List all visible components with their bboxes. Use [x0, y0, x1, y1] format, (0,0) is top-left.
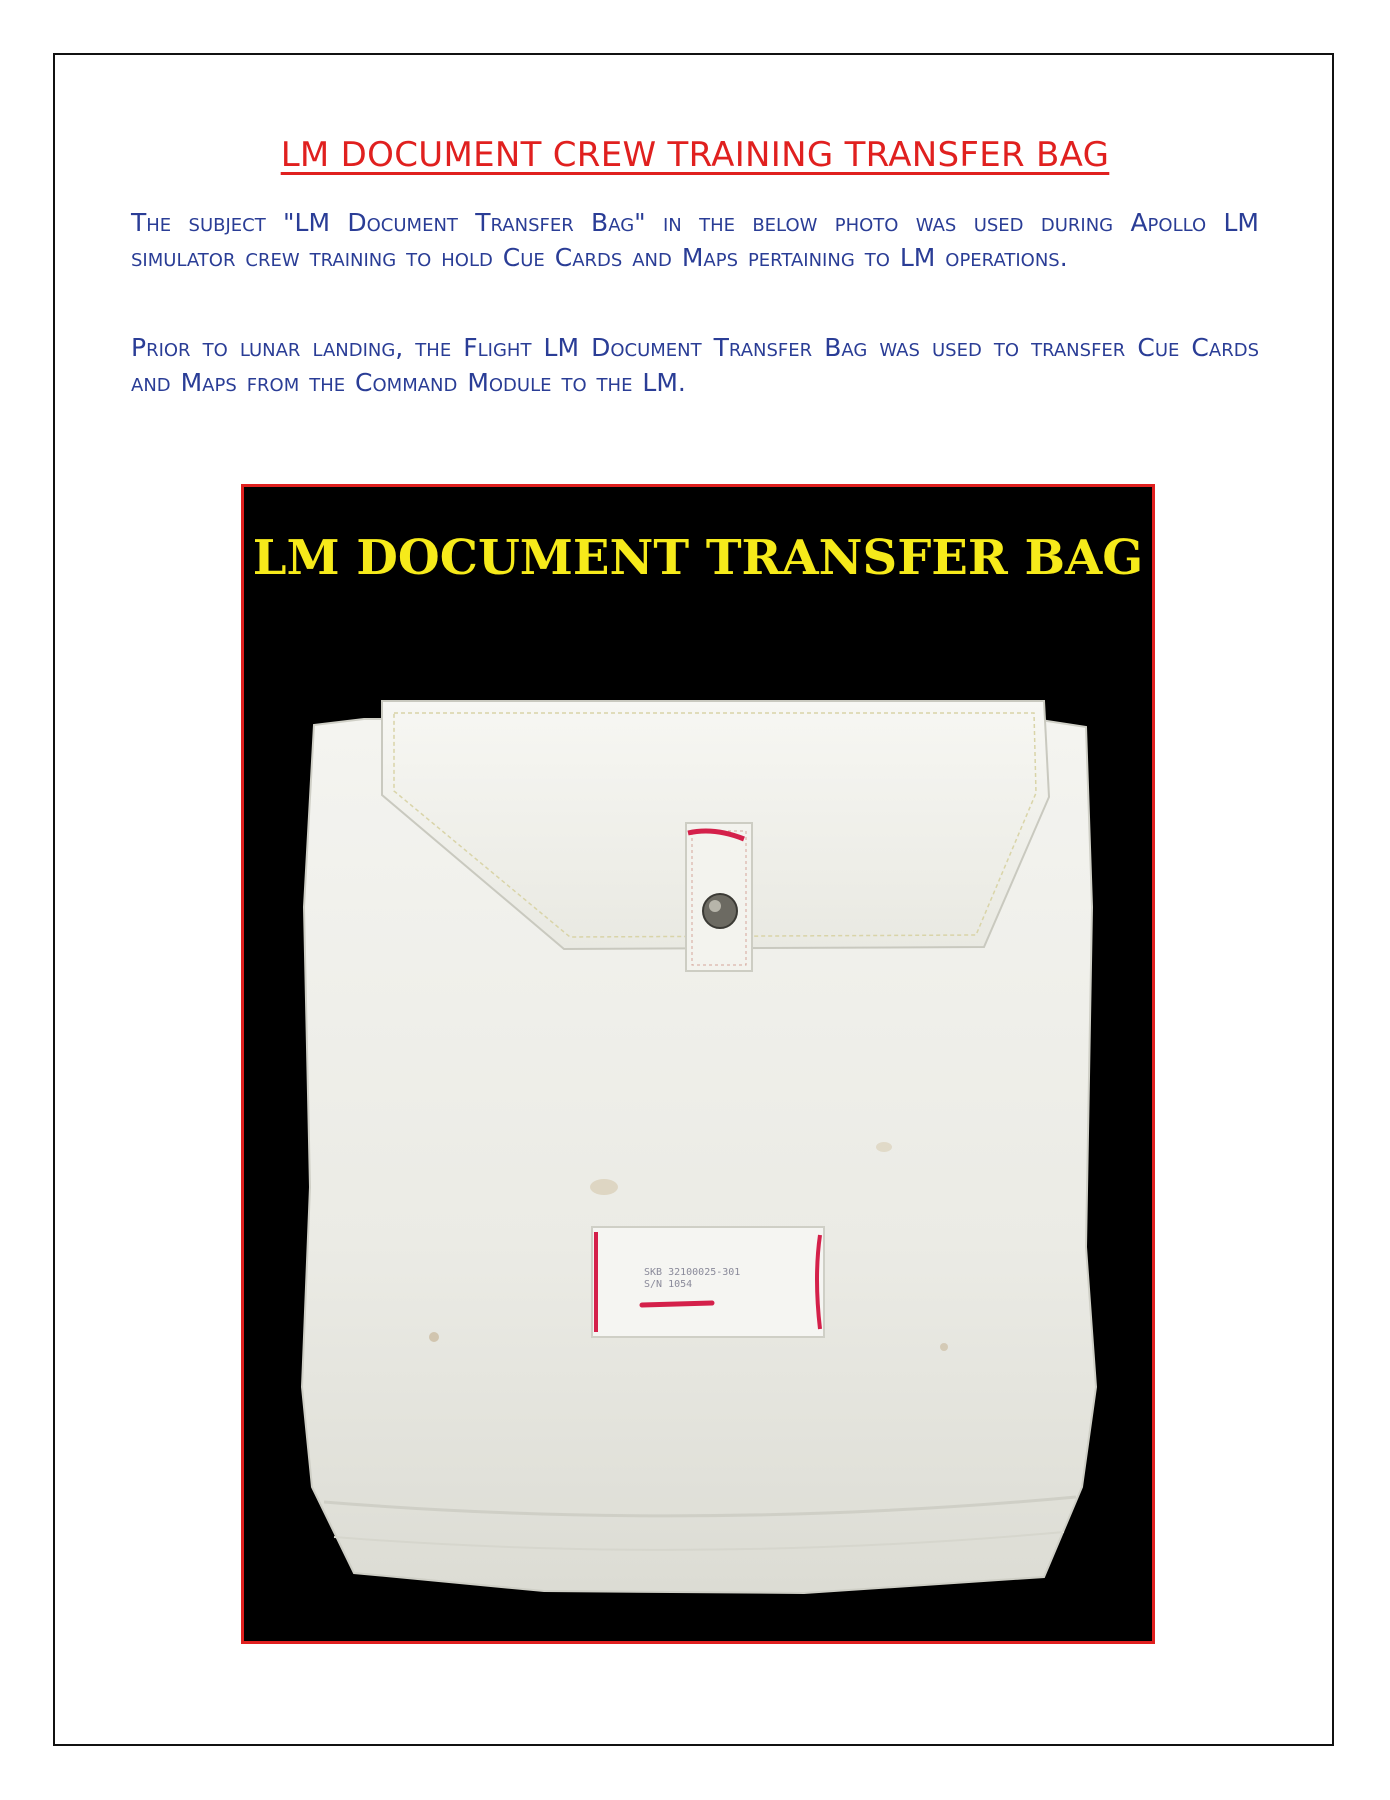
photo-title: LM DOCUMENT TRANSFER BAG — [252, 530, 1144, 586]
usage-paragraph: Prior to lunar landing, the Flight LM Document Transfer Bag was used to transfer Cue Cards and Maps from the Command Module to the LM. — [131, 333, 1259, 397]
intro-paragraph: The subject "LM Document Transfer Bag" in the below photo was used during Apollo LM simulator crew training to hold Cue Cards and Maps pertaining to LM operations. — [131, 208, 1259, 272]
bag-illustration — [244, 487, 1152, 1641]
part-label-tag — [592, 1227, 824, 1337]
snap-button — [703, 894, 737, 928]
page-title: LM DOCUMENT CREW TRAINING TRANSFER BAG — [280, 135, 1110, 175]
part-number-text: SKB 32100025-301 — [644, 1267, 741, 1278]
serial-number-text: S/N 1054 — [644, 1279, 693, 1290]
bag-photo — [241, 484, 1155, 1644]
